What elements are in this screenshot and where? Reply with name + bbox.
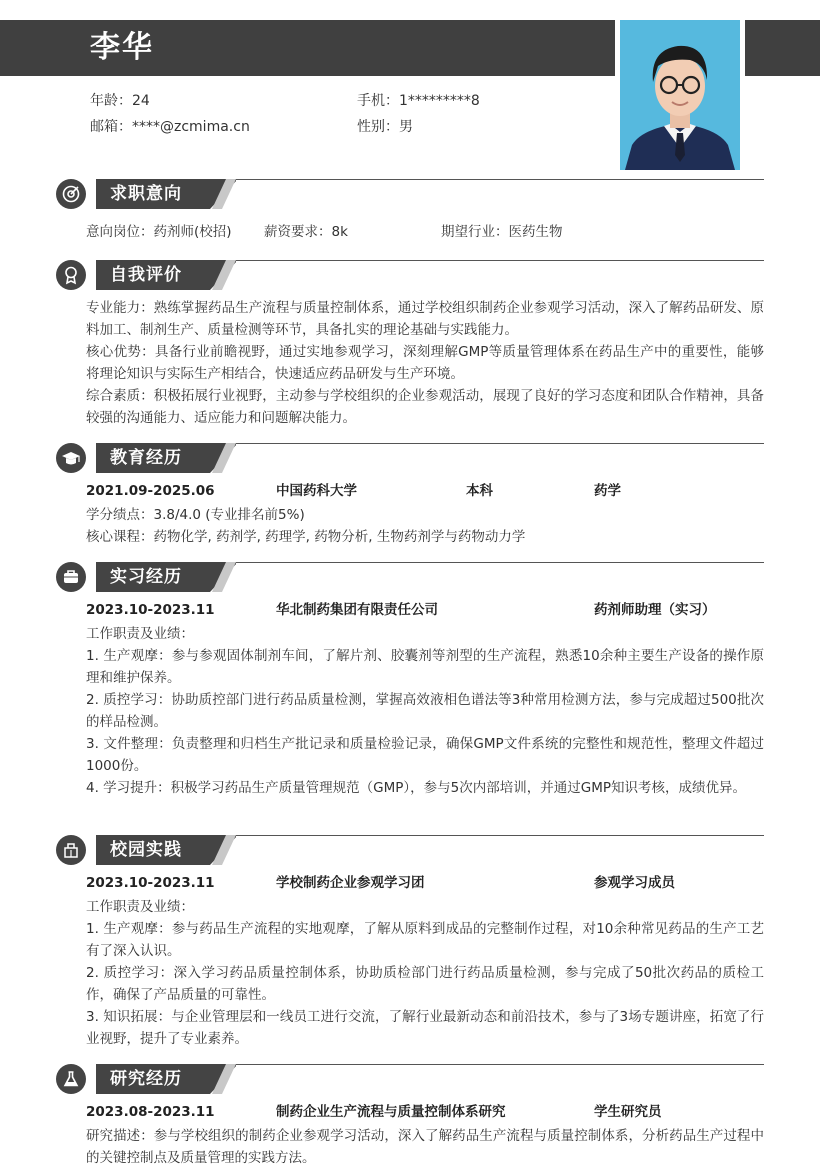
- education-degree: 本科: [466, 483, 493, 499]
- internship-entry-header: [86, 599, 764, 621]
- flask-icon: [56, 1064, 86, 1094]
- briefcase-icon: [56, 562, 86, 592]
- internship-item: 1. 生产观摩：参与参观固体制剂车间，了解片剂、胶囊剂等剂型的生产流程，熟悉10余种主要生产设备的操作原理和维护保养。: [86, 648, 764, 686]
- internship-intro: 工作职责及业绩：: [86, 626, 194, 642]
- intent-salary: 薪资要求：8k: [264, 224, 348, 240]
- campus-date: 2023.10-2023.11: [86, 875, 215, 891]
- campus-intro: 工作职责及业绩：: [86, 899, 194, 915]
- section-header-campus: [56, 835, 764, 865]
- section-header-intent: [56, 179, 764, 209]
- email-value: ****@zcmima.cn: [132, 119, 250, 135]
- section-title-self: 自我评价: [110, 265, 182, 285]
- self-paragraph: 综合素质：积极拓展行业视野，主动参与学校组织的企业参观活动，展现了良好的学习态度和团队合作精神，具备较强的沟通能力、适应能力和问题解决能力。: [86, 388, 764, 426]
- section-header-self: [56, 260, 764, 290]
- research-description: 研究描述：参与学校组织的制药企业参观学习活动，深入了解药品生产流程与质量控制体系，分析药品生产过程中的关键控制点及质量管理的实践方法。: [86, 1128, 764, 1166]
- phone-value: 1*********8: [399, 93, 480, 109]
- campus-entry-header: [86, 872, 764, 894]
- section-header-education: [56, 443, 764, 473]
- header-bar-right: [745, 20, 820, 76]
- age-label: 年龄：: [90, 93, 132, 109]
- research-entry-header: [86, 1101, 764, 1123]
- phone-label: 手机：: [357, 93, 399, 109]
- candidate-name: 李华: [90, 30, 154, 65]
- email-label: 邮箱：: [90, 119, 132, 135]
- section-title-education: 教育经历: [110, 448, 182, 468]
- self-evaluation: [86, 297, 764, 429]
- research-details: [86, 1125, 764, 1169]
- education-courses: 核心课程：药物化学, 药剂学, 药理学, 药物分析, 生物药剂学与药物动力学: [86, 529, 526, 545]
- graduation-cap-icon: [56, 443, 86, 473]
- campus-org: 学校制药企业参观学习团: [276, 875, 425, 891]
- badge-icon: [56, 260, 86, 290]
- internship-item: 3. 文件整理：负责整理和归档生产批记录和质量检验记录，确保GMP文件系统的完整性和规范性，整理文件超过1000份。: [86, 736, 764, 774]
- research-role: 学生研究员: [594, 1104, 662, 1120]
- education-details: [86, 504, 764, 548]
- gender-value: 男: [399, 119, 413, 135]
- section-title-campus: 校园实践: [110, 840, 182, 860]
- section-title-intent: 求职意向: [110, 184, 182, 204]
- target-icon: [56, 179, 86, 209]
- education-school: 中国药科大学: [276, 483, 357, 499]
- age-field: [90, 91, 150, 111]
- internship-details: [86, 623, 764, 799]
- team-icon: [56, 835, 86, 865]
- section-title-research: 研究经历: [110, 1069, 182, 1089]
- gender-label: 性别：: [357, 119, 399, 135]
- internship-role: 药剂师助理（实习）: [594, 602, 716, 618]
- education-major: 药学: [594, 483, 621, 499]
- intent-position: 意向岗位：药剂师(校招): [86, 224, 232, 240]
- campus-item: 1. 生产观摩：参与药品生产流程的实地观摩，了解从原料到成品的完整制作过程，对10余种常见药品的生产工艺有了深入认识。: [86, 921, 764, 959]
- intent-row: [86, 221, 764, 243]
- research-topic: 制药企业生产流程与质量控制体系研究: [276, 1104, 506, 1120]
- campus-role: 参观学习成员: [594, 875, 675, 891]
- section-header-research: [56, 1064, 764, 1094]
- internship-org: 华北制药集团有限责任公司: [276, 602, 438, 618]
- research-date: 2023.08-2023.11: [86, 1104, 215, 1120]
- education-date: 2021.09-2025.06: [86, 483, 215, 499]
- age-value: 24: [132, 93, 150, 109]
- self-paragraph: 专业能力：熟练掌握药品生产流程与质量控制体系，通过学校组织制药企业参观学习活动，深入了解药品研发、原料加工、制剂生产、质量检测等环节，具备扎实的理论基础与实践能力。: [86, 300, 764, 338]
- section-title-internship: 实习经历: [110, 567, 182, 587]
- internship-item: 2. 质控学习：协助质控部门进行药品质量检测，掌握高效液相色谱法等3种常用检测方法，参与完成超过500批次的样品检测。: [86, 692, 764, 730]
- campus-item: 2. 质控学习：深入学习药品质量控制体系，协助质检部门进行药品质量检测，参与完成了50批次药品的质检工作，确保了产品质量的可靠性。: [86, 965, 764, 1003]
- intent-industry: 期望行业：医药生物: [441, 224, 563, 240]
- education-gpa: 学分绩点：3.8/4.0 (专业排名前5%): [86, 507, 305, 523]
- email-field: [90, 117, 250, 137]
- campus-item: 3. 知识拓展：与企业管理层和一线员工进行交流，了解行业最新动态和前沿技术，参与了3场专题讲座，拓宽了行业视野，提升了专业素养。: [86, 1009, 764, 1047]
- profile-photo: [620, 20, 740, 170]
- internship-item: 4. 学习提升：积极学习药品生产质量管理规范（GMP），参与5次内部培训，并通过GMP知识考核，成绩优异。: [86, 780, 747, 796]
- self-paragraph: 核心优势：具备行业前瞻视野，通过实地参观学习，深刻理解GMP等质量管理体系在药品生产中的重要性，能够将理论知识与实际生产相结合，快速适应药品研发与生产环境。: [86, 344, 764, 382]
- education-entry-header: [86, 480, 764, 502]
- internship-date: 2023.10-2023.11: [86, 602, 215, 618]
- phone-field: [357, 91, 480, 111]
- section-header-internship: [56, 562, 764, 592]
- campus-details: [86, 896, 764, 1050]
- gender-field: [357, 117, 413, 137]
